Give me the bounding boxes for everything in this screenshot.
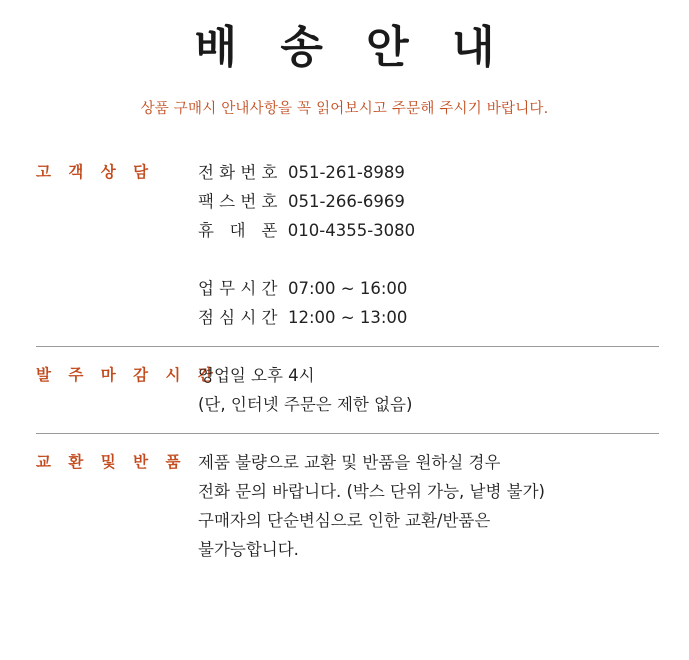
cutoff-note-line: (단, 인터넷 주문은 제한 없음): [198, 394, 413, 414]
return-line-2: 전화 문의 바랍니다. (박스 단위 가능, 낱병 불가): [198, 481, 545, 501]
section-body-order-cutoff: [198, 361, 659, 419]
business-hours-line: 업 무 시 간 07:00 ~ 16:00: [198, 278, 408, 298]
divider-2: [36, 433, 659, 434]
info-sections: [0, 158, 689, 564]
return-line-4: 불가능합니다.: [198, 539, 299, 559]
page-title: 배 송 안 내: [194, 22, 509, 73]
section-exchange-return: [0, 448, 689, 564]
spacer-line: [198, 245, 659, 274]
return-line-3: 구매자의 단순변심으로 인한 교환/반품은: [198, 510, 491, 530]
mobile-number-line: 휴 대 폰 010-4355-3080: [198, 220, 416, 240]
fax-number-line: 팩 스 번 호 051-266-6969: [198, 191, 405, 211]
section-label-customer-support: 고 객 상 담: [36, 162, 155, 181]
section-body-exchange-return: [198, 448, 659, 564]
page-subtitle: 상품 구매시 안내사항을 꼭 읽어보시고 주문해 주시기 바랍니다.: [140, 100, 549, 117]
phone-number-line: 전 화 번 호 051-261-8989: [198, 162, 405, 182]
section-label-exchange-return: 교 환 및 반 품: [36, 452, 187, 471]
cutoff-time-line: 영업일 오후 4시: [198, 365, 315, 385]
return-line-1: 제품 불량으로 교환 및 반품을 원하실 경우: [198, 452, 501, 472]
divider-1: [36, 346, 659, 347]
section-label-order-cutoff: 발 주 마 감 시 간: [36, 365, 219, 384]
section-body-customer-support: [198, 158, 659, 332]
lunch-hours-line: 점 심 시 간 12:00 ~ 13:00: [198, 307, 408, 327]
section-customer-support: [0, 158, 689, 332]
section-order-cutoff: [0, 361, 689, 419]
shipping-info-page: [0, 22, 689, 660]
